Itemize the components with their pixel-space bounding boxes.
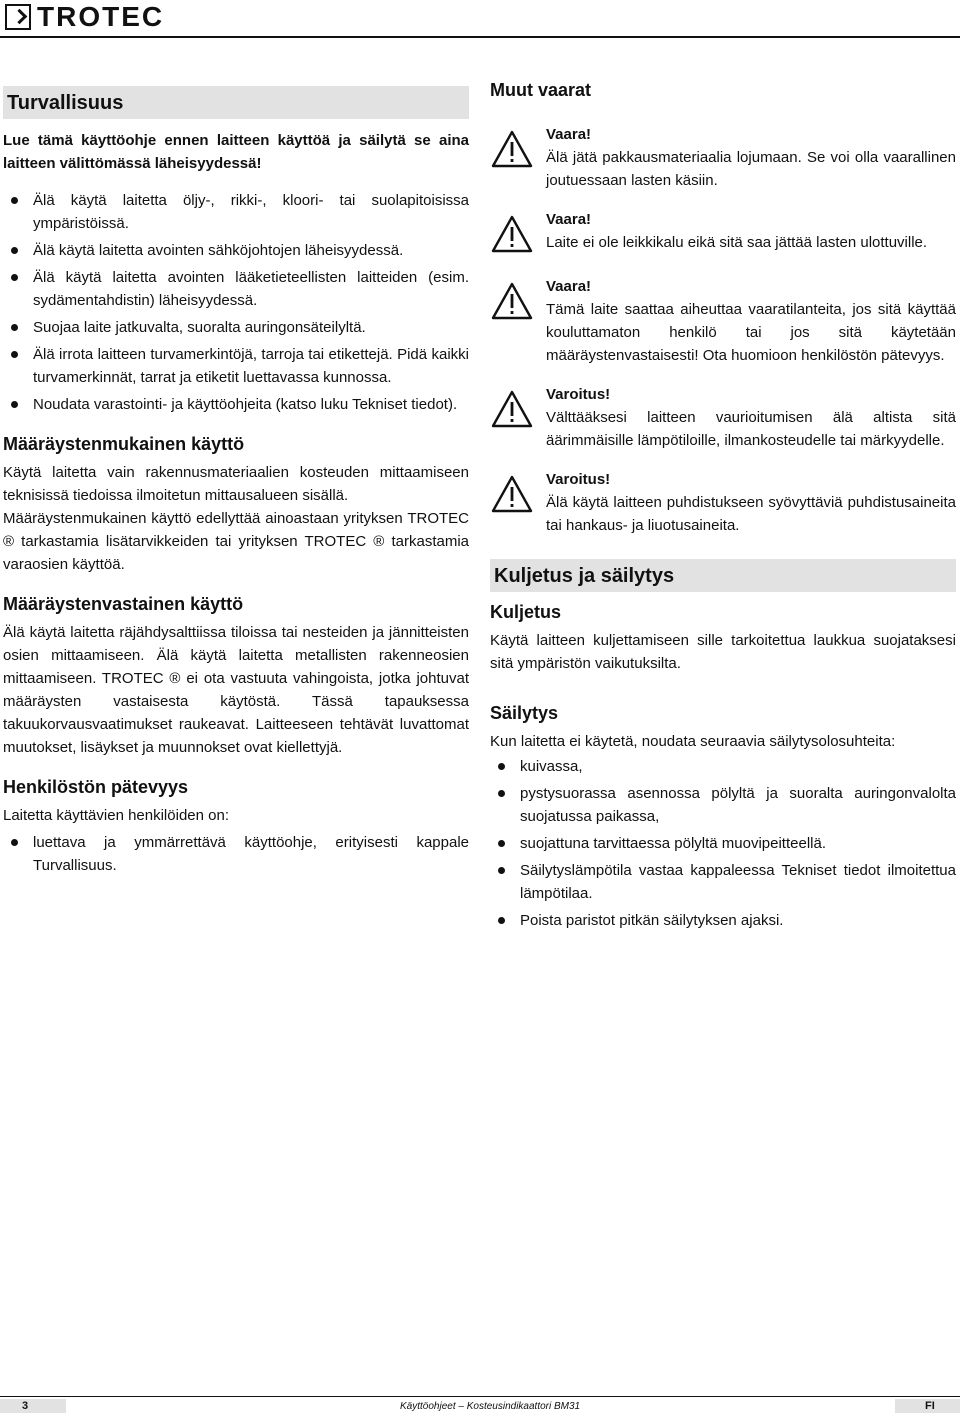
right-column	[490, 80, 956, 932]
list-item: suojattuna tarvittaessa pölyltä muovipeitteellä.	[490, 832, 956, 855]
warning-title: Vaara!	[546, 126, 592, 143]
section-bar-safety	[3, 86, 469, 119]
bullet-icon	[11, 247, 18, 254]
language-code: FI	[895, 1399, 960, 1413]
section-title-safety: Turvallisuus	[7, 92, 124, 114]
heading-other-hazards: Muut vaarat	[490, 80, 592, 100]
list-item: Älä irrota laitteen turvamerkintöjä, tarroja tai etikettejä. Pidä kaikki turvamerkinnät, tarrat ja etiketit luettavassa kunnossa.	[3, 343, 469, 389]
page-header	[0, 0, 960, 40]
trotec-logo	[5, 3, 164, 31]
list-item: Älä käytä laitetta avointen sähköjohtojen läheisyydessä.	[3, 239, 469, 262]
bullet-icon	[498, 840, 505, 847]
bullet-icon	[11, 401, 18, 408]
list-item: Poista paristot pitkän säilytyksen ajaksi.	[490, 909, 956, 932]
section-title-transport: Kuljetus ja säilytys	[494, 565, 675, 587]
heading-personnel: Henkilöstön pätevyys	[3, 777, 189, 797]
warning-triangle-icon	[490, 129, 534, 169]
personnel-list	[3, 831, 469, 877]
bullet-icon	[11, 197, 18, 204]
warning-block	[490, 208, 956, 259]
footer-divider	[0, 1396, 960, 1397]
storage-text: Kun laitetta ei käytetä, noudata seuraavia säilytysolosuhteita:	[490, 733, 896, 750]
warning-text: Tämä laite saattaa aiheuttaa vaaratilanteita, jos sitä käyttää kouluttamaton henkilö tai jos sitä käytetään määräystenvastaisesti! Ota huomioon henkilöstön pätevyys.	[546, 301, 956, 364]
bullet-icon	[11, 324, 18, 331]
list-item: pystysuorassa asennossa pölyltä ja suoralta auringonvalolta suojatussa paikassa,	[490, 782, 956, 828]
bullet-icon	[498, 763, 505, 770]
list-item: Älä käytä laitetta avointen lääketieteellisten laitteiden (esim. sydämentahdistin) läheisyydessä.	[3, 266, 469, 312]
logo-text: TROTEC	[37, 1, 165, 32]
intended-use-p1: Käytä laitetta vain rakennusmateriaalien kosteuden mittaamiseen teknisissä tiedoissa ilmoitetun mittausalueen sisällä.	[3, 464, 469, 504]
bullet-icon	[11, 274, 18, 281]
heading-transport: Kuljetus	[490, 602, 562, 622]
bullet-icon	[498, 917, 505, 924]
personnel-text: Laitetta käyttävien henkilöiden on:	[3, 807, 229, 824]
heading-intended-use: Määräystenmukainen käyttö	[3, 434, 245, 454]
warning-triangle-icon	[490, 474, 534, 514]
warning-text: Älä käytä laitteen puhdistukseen syövyttäviä puhdistusaineita tai hankaus- ja liuotusaineita.	[546, 494, 956, 534]
safety-list	[3, 189, 469, 416]
warning-title: Varoitus!	[546, 471, 611, 488]
warning-block	[490, 383, 956, 452]
list-item: Älä käytä laitetta öljy-, rikki-, kloori- tai suolapitoisissa ympäristöissä.	[3, 189, 469, 235]
warning-title: Vaara!	[546, 211, 592, 228]
warning-triangle-icon	[490, 389, 534, 429]
list-item: luettava ja ymmärrettävä käyttöohje, erityisesti kappale Turvallisuus.	[3, 831, 469, 877]
header-divider	[0, 36, 960, 38]
list-item: kuivassa,	[490, 755, 956, 778]
bullet-icon	[498, 867, 505, 874]
warning-text: Laite ei ole leikkikalu eikä sitä saa jättää lasten ulottuville.	[546, 234, 928, 251]
warning-text: Välttääksesi laitteen vaurioitumisen älä altista sitä äärimmäisille lämpötiloille, ilmankosteudelle tai märkyydelle.	[546, 409, 956, 449]
document-title: Käyttöohjeet – Kosteusindikaattori BM31	[400, 1401, 581, 1412]
logo-chevron-icon	[5, 4, 31, 30]
list-item: Suojaa laite jatkuvalta, suoralta auringonsäteilyltä.	[3, 316, 469, 339]
list-item: Säilytyslämpötila vastaa kappaleessa Tekniset tiedot ilmoitettua lämpötilaa.	[490, 859, 956, 905]
heading-improper-use: Määräystenvastainen käyttö	[3, 594, 244, 614]
warning-text: Älä jätä pakkausmateriaalia lojumaan. Se voi olla vaarallinen joutuessaan lasten käsiin.	[546, 149, 956, 189]
bullet-icon	[11, 839, 18, 846]
bullet-icon	[498, 790, 505, 797]
list-item: Noudata varastointi- ja käyttöohjeita (katso luku Tekniset tiedot).	[3, 393, 469, 416]
page-number: 3	[0, 1399, 66, 1413]
warning-block	[490, 123, 956, 192]
warning-triangle-icon	[490, 281, 534, 321]
safety-intro: Lue tämä käyttöohje ennen laitteen käyttöä ja säilytä se aina laitteen välittömässä läheisyydessä!	[3, 132, 469, 172]
left-column	[3, 86, 469, 877]
section-bar-transport	[490, 559, 956, 592]
storage-list	[490, 755, 956, 932]
transport-text: Käytä laitteen kuljettamiseen sille tarkoitettua laukkua suojataksesi sitä ympäristön vaikutuksilta.	[490, 632, 956, 672]
warning-triangle-icon	[490, 214, 534, 254]
heading-storage: Säilytys	[490, 703, 559, 723]
bullet-icon	[11, 351, 18, 358]
warning-title: Varoitus!	[546, 386, 611, 403]
warning-block	[490, 275, 956, 367]
intended-use-p2: Määräystenmukainen käyttö edellyttää ainoastaan yrityksen TROTEC ® tarkastamia lisätarvikkeiden tai yrityksen TROTEC ® tarkastamia varaosien käyttöä.	[3, 510, 469, 573]
warning-title: Vaara!	[546, 278, 592, 295]
warning-block	[490, 468, 956, 537]
page-footer	[0, 1396, 960, 1415]
improper-use-text: Älä käytä laitetta räjähdysalttiissa tiloissa tai nesteiden ja jännitteisten osien mittaamiseen. Älä käytä laitetta metallisten rakenneosien mittaamiseen. TROTEC ® ei ota vastuuta vahingoista, jotka johtuvat määräysten vastaisesta käytöstä. Tässä tapauksessa takuukorvausvaatimukset raukeavat. Laitteeseen tehtävät luvattomat muutokset, lisäykset ja muunnokset ovat kiellettyjä.	[3, 624, 469, 756]
